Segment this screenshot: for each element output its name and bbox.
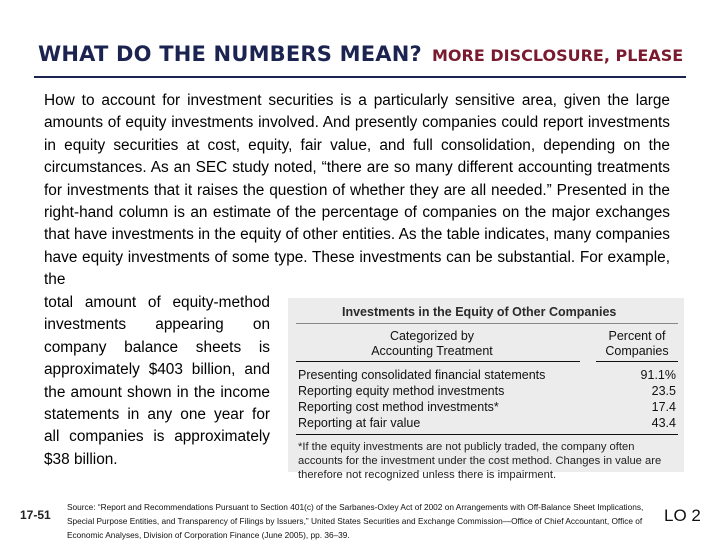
table-row bbox=[298, 384, 676, 399]
row-value: 43.4 bbox=[651, 416, 676, 430]
column-header-treatment-line1: Categorized by bbox=[389, 329, 475, 343]
body-paragraph: How to account for investment securities is a particularly sensitive area, given the large amounts of equity investments involved. And presently companies could report investments in equity securities at cost, equity, fair value, and full consolidation, depending on the circumstances. As an SEC study noted, “there are so many different accounting treatments for investments that it raises the question of whether they are all needed.” Presented in the right-hand column is an estimate of the percentage of companies on the major exchanges that have investments in the equity of other entities. As the table indicates, many companies have equity investments of some type. These investments can be substantial. For example, the bbox=[44, 92, 670, 289]
row-label: Reporting at fair value bbox=[298, 416, 421, 430]
body-paragraph-continued: total amount of equity-method investments appearing on company balance sheets is approximately $403 billion, and the amount shown in the income statements in any one year for all companies is approximately $38 billion. bbox=[44, 294, 270, 468]
table-row bbox=[298, 416, 676, 431]
section-subtitle: MORE DISCLOSURE, PLEASE bbox=[432, 46, 684, 65]
column-header-percent-line1: Percent of bbox=[608, 329, 666, 343]
row-value: 91.1% bbox=[640, 368, 676, 382]
header-divider bbox=[34, 76, 686, 78]
table-title-divider bbox=[296, 323, 678, 324]
slide-number: 17-51 bbox=[20, 508, 51, 522]
column-header-treatment-line2: Accounting Treatment bbox=[371, 344, 493, 358]
column-header-percent-line2: Companies bbox=[605, 344, 669, 358]
row-value: 23.5 bbox=[651, 384, 676, 398]
source-citation: Source: “Report and Recommendations Pursuant to Section 401(c) of the Sarbanes-Oxley Act of 2002 on Arrangements with Off-Balance Sheet Implications, Special Purpose Entities, and Transparency of Filings by Issuers,” United States Securities and Exchange Commission—Office of Chief Accountant, Office of Economic Analyses, Division of Corporation Finance (June 2005), pp. 36–39. bbox=[67, 502, 644, 540]
learning-objective: LO 2 bbox=[664, 506, 701, 525]
table-row bbox=[298, 400, 676, 415]
section-title: WHAT DO THE NUMBERS MEAN? bbox=[38, 42, 422, 66]
row-label: Reporting cost method investments* bbox=[298, 400, 499, 414]
table-bottom-rule bbox=[296, 434, 678, 435]
column-header-percent bbox=[594, 329, 680, 359]
table-title: Investments in the Equity of Other Companies bbox=[342, 305, 617, 319]
table-footnote: *If the equity investments are not publicly traded, the company often accounts for the investment under the cost method. Changes in value are therefore not recognized unless there is impairment. bbox=[298, 441, 662, 481]
investments-table-panel bbox=[288, 298, 684, 481]
row-value: 17.4 bbox=[651, 400, 676, 414]
column-header-rule-right bbox=[596, 361, 678, 362]
row-label: Reporting equity method investments bbox=[298, 384, 505, 398]
table-row bbox=[298, 368, 676, 383]
column-header-rule-left bbox=[296, 361, 580, 362]
column-header-treatment bbox=[352, 329, 512, 359]
row-label: Presenting consolidated financial statements bbox=[298, 368, 546, 382]
